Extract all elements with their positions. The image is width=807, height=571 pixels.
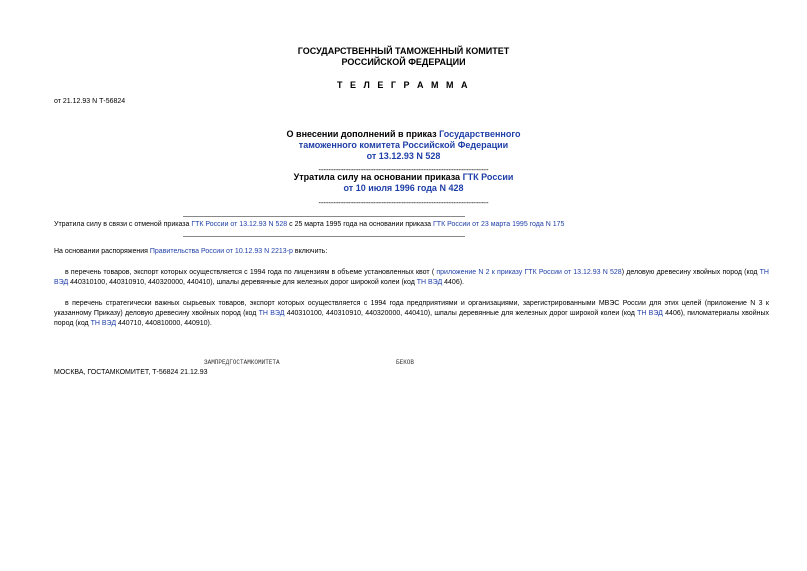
repeal-link-order[interactable]: от 10 июля 1996 года N 428 <box>343 183 464 193</box>
title-divider-top: ------------------------------------------------------------------------------------------------------ <box>318 167 489 173</box>
item-paragraph-2: в перечень стратегически важных сырьевых товаров, экспорт которых осуществляется с 1994 года предприятиями и организациями, зарегистрированными МВЭС России для этих целей (приложение N 3 к указанному Приказу) деловую древесину хвойных пород (код ТН ВЭД 440310100, 440310910, 440320000, 440410), шпалы деревянные для железных дорог широкой колеи (код ТН ВЭД 4406), пиломатериалы хвойных пород (код ТН ВЭД 440710, 440810000, 440910). <box>54 300 770 327</box>
title-link-committee[interactable]: таможенного комитета Российской Федерации <box>298 140 509 150</box>
link-appendix-2[interactable]: приложение N 2 к приказу ГТК России от 13.12.93 N 528 <box>436 269 622 276</box>
link-tn-ved[interactable]: ТН ВЭД <box>54 269 769 286</box>
telegram-footer: МОСКВА, ГОСТАМКОМИТЕТ, Т-56824 21.12.93 <box>54 369 208 376</box>
repeal-link-gtk[interactable]: ГТК России <box>462 172 514 182</box>
signatory-name: БЕКОВ <box>396 359 415 366</box>
link-order-175[interactable]: ГТК России от 23 марта 1995 года N 175 <box>433 221 565 228</box>
repeal-text: Утратила силу на основании приказа <box>293 172 463 182</box>
title-link-order[interactable]: Государственного <box>439 129 521 139</box>
link-government-decree[interactable]: Правительства России от 10.12.93 N 2213-р <box>149 248 293 255</box>
link-order-528[interactable]: ГТК России от 13.12.93 N 528 <box>191 221 288 228</box>
org-name <box>0 46 807 68</box>
divider-line <box>183 236 465 237</box>
doc-type: Т Е Л Е Г Р А М М А <box>337 80 470 90</box>
title-divider-bottom: ------------------------------------------------------------------------------------------------------ <box>318 200 489 206</box>
repeal-note <box>0 172 807 194</box>
link-tn-ved[interactable]: ТН ВЭД <box>258 310 285 317</box>
link-tn-ved[interactable]: ТН ВЭД <box>90 320 117 327</box>
title-link-date[interactable]: от 13.12.93 N 528 <box>366 151 441 161</box>
link-tn-ved[interactable]: ТН ВЭД <box>416 279 443 286</box>
document-title <box>0 129 807 162</box>
org-name-line2: РОССИЙСКОЙ ФЕДЕРАЦИИ <box>341 57 466 67</box>
title-text: О внесении дополнений в приказ <box>286 129 440 139</box>
basis-paragraph: На основании распоряжения Правительства России от 10.12.93 N 2213-р включить: <box>54 248 328 255</box>
doc-date-number: от 21.12.93 N Т-56824 <box>54 98 126 105</box>
validity-note: Утратила силу в связи с отменой приказа ГТК России от 13.12.93 N 528 с 25 марта 1995 года на основании приказа ГТК России от 23 марта 1995 года N 175 <box>54 221 565 228</box>
divider-line <box>183 216 465 217</box>
item-paragraph-1: в перечень товаров, экспорт которых осуществляется с 1994 года по лицензиям в объеме установленных квот ( приложение N 2 к приказу ГТК России от 13.12.93 N 528) деловую древесину хвойных пород (код ТН ВЭД 440310100, 440310910, 440320000, 440410), шпалы деревянные для железных дорог широкой колеи (код ТН ВЭД 4406). <box>54 269 769 286</box>
link-tn-ved[interactable]: ТН ВЭД <box>637 310 663 317</box>
signatory-position: ЗАМПРЕДГОСТАМКОМИТЕТА <box>204 359 280 366</box>
org-name-line1: ГОСУДАРСТВЕННЫЙ ТАМОЖЕННЫЙ КОМИТЕТ <box>297 46 510 56</box>
